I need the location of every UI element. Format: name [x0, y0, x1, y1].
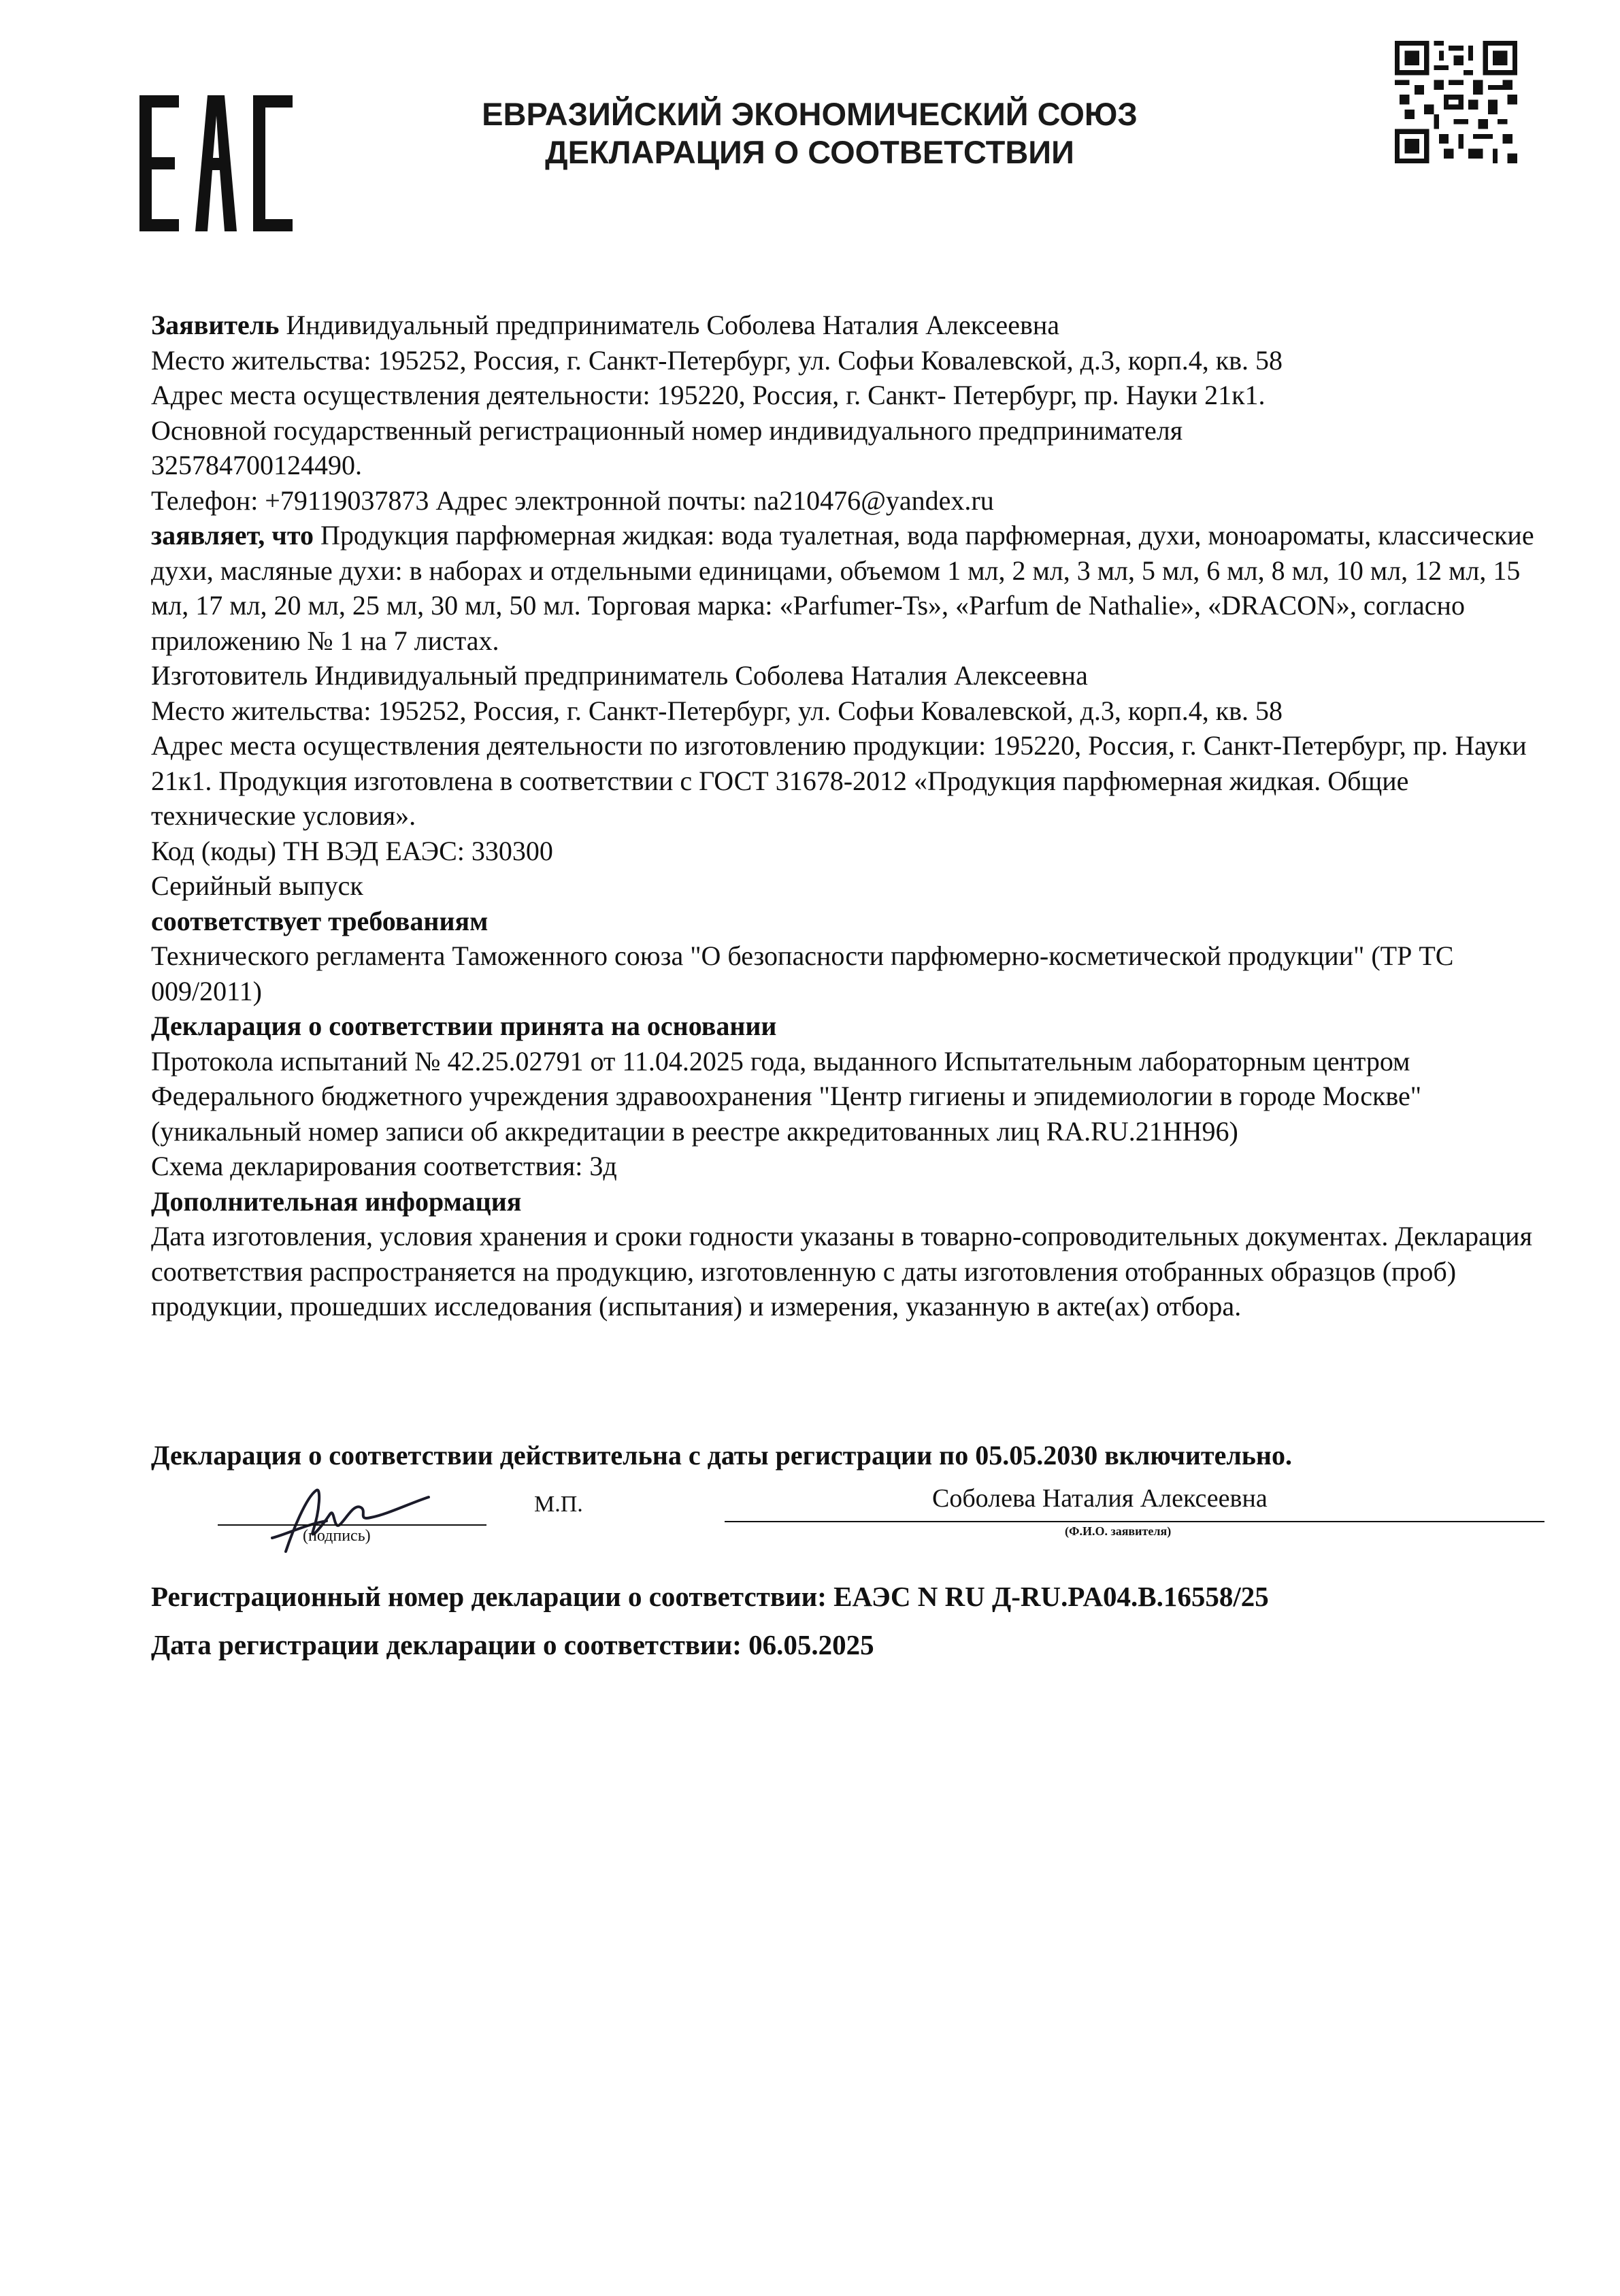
applicant-full-name: Соболева Наталия Алексеевна [932, 1484, 1268, 1513]
applicant-ogrn: 325784700124490. [151, 450, 362, 480]
requirements-label: соответствует требованиям [151, 905, 489, 936]
tn-ved-code: Код (коды) ТН ВЭД ЕАЭС: 330300 [151, 835, 553, 866]
fio-caption: (Ф.И.О. заявителя) [1065, 1524, 1172, 1538]
validity-statement: Декларация о соответствии действительна с даты регистрации по 05.05.2030 включительно. [151, 1440, 1292, 1471]
declaration-scheme: Схема декларирования соответствия: 3д [151, 1151, 617, 1181]
qr-code [1395, 41, 1517, 163]
signature-line [218, 1524, 486, 1526]
basis-text: Протокола испытаний № 42.25.02791 от 11.04.2025 года, выданного Испытательным лабораторным центром Федерального бюджетного учреждения здравоохранения "Центр гигиены и эпидемиологии в городе Москве" (уникальный номер записи об аккредитации в реестре аккредитованных лиц RA.RU.21НН96) [151, 1045, 1422, 1147]
additional-text: Дата изготовления, условия хранения и сроки годности указаны в товарно-сопроводительных документах. Декларация соответствия распространяется на продукцию, изготовленную с даты изготовления отобранных образцов (проб) продукции, прошедших исследования (испытания) и измерения, указанную в акте(ах) отбора. [151, 1221, 1532, 1322]
document-header [381, 95, 1238, 171]
applicant-contacts: Телефон: +79119037873 Адрес электронной почты: na210476@yandex.ru [151, 485, 994, 516]
basis-label: Декларация о соответствии принята на основании [151, 1011, 777, 1041]
eac-logo [139, 95, 293, 231]
applicant-activity-address: Адрес места осуществления деятельности: 195220, Россия, г. Санкт- Петербург, пр. Науки 21к1. [151, 380, 1266, 410]
handwritten-signature [245, 1483, 449, 1558]
stamp-label: М.П. [534, 1492, 583, 1517]
manufacturer-residence: Место жительства: 195252, Россия, г. Санкт-Петербург, ул. Софьи Ковалевской, д.3, корп.4, кв. 58 [151, 695, 1283, 726]
declares-label: заявляет, что [151, 520, 314, 551]
applicant-label: Заявитель [151, 310, 280, 340]
applicant-line [151, 308, 1539, 343]
manufacturer-line: Изготовитель Индивидуальный предприниматель Соболева Наталия Алексеевна [151, 660, 1088, 691]
signature-caption: (подпись) [303, 1527, 371, 1545]
declaration-body [151, 308, 1539, 1324]
additional-label: Дополнительная информация [151, 1185, 522, 1217]
declares-text: Продукция парфюмерная жидкая: вода туалетная, вода парфюмерная, духи, моноароматы, классические духи, масляные духи: в наборах и отдельными единицами, объемом 1 мл, 2 мл, 3 мл, 5 мл, 6 мл, 8 мл, 10 мл, 12 мл, 15 мл, 17 мл, 20 мл, 25 мл, 30 мл, 50 мл. Торговая марка: «Parfumer-Ts», «Parfum de Nathalie», «DRACON», согласно приложению № 1 на 7 листах. [151, 520, 1534, 656]
applicant-name: Индивидуальный предприниматель Соболева Наталия Алексеевна [279, 310, 1059, 340]
header-title-declaration: ДЕКЛАРАЦИЯ О СООТВЕТСТВИИ [545, 134, 1074, 170]
signature-block [0, 1483, 1620, 1565]
release-type: Серийный выпуск [151, 870, 363, 901]
declares-paragraph [151, 518, 1539, 658]
fio-line [725, 1521, 1544, 1522]
applicant-ogrn-label: Основной государственный регистрационный номер индивидуального предпринимателя [151, 414, 1183, 446]
manufacturer-production-address: Адрес места осуществления деятельности по изготовлению продукции: 195220, Россия, г. Санкт-Петербург, пр. Науки 21к1. Продукция изготовлена в соответствии с ГОСТ 31678-2012 «Продукция парфюмерная жидкая. Общие технические условия». [151, 730, 1527, 831]
header-title-union: ЕВРАЗИЙСКИЙ ЭКОНОМИЧЕСКИЙ СОЮЗ [482, 96, 1138, 132]
registration-date: Дата регистрации декларации о соответствии: 06.05.2025 [151, 1629, 874, 1660]
requirements-text: Технического регламента Таможенного союза "О безопасности парфюмерно-косметической продукции" (ТР ТС 009/2011) [151, 940, 1454, 1006]
registration-number: Регистрационный номер декларации о соответствии: ЕАЭС N RU Д-RU.PA04.B.16558/25 [151, 1581, 1269, 1612]
applicant-residence: Место жительства: 195252, Россия, г. Санкт-Петербург, ул. Софьи Ковалевской, д.3, корп.4, кв. 58 [151, 344, 1283, 376]
